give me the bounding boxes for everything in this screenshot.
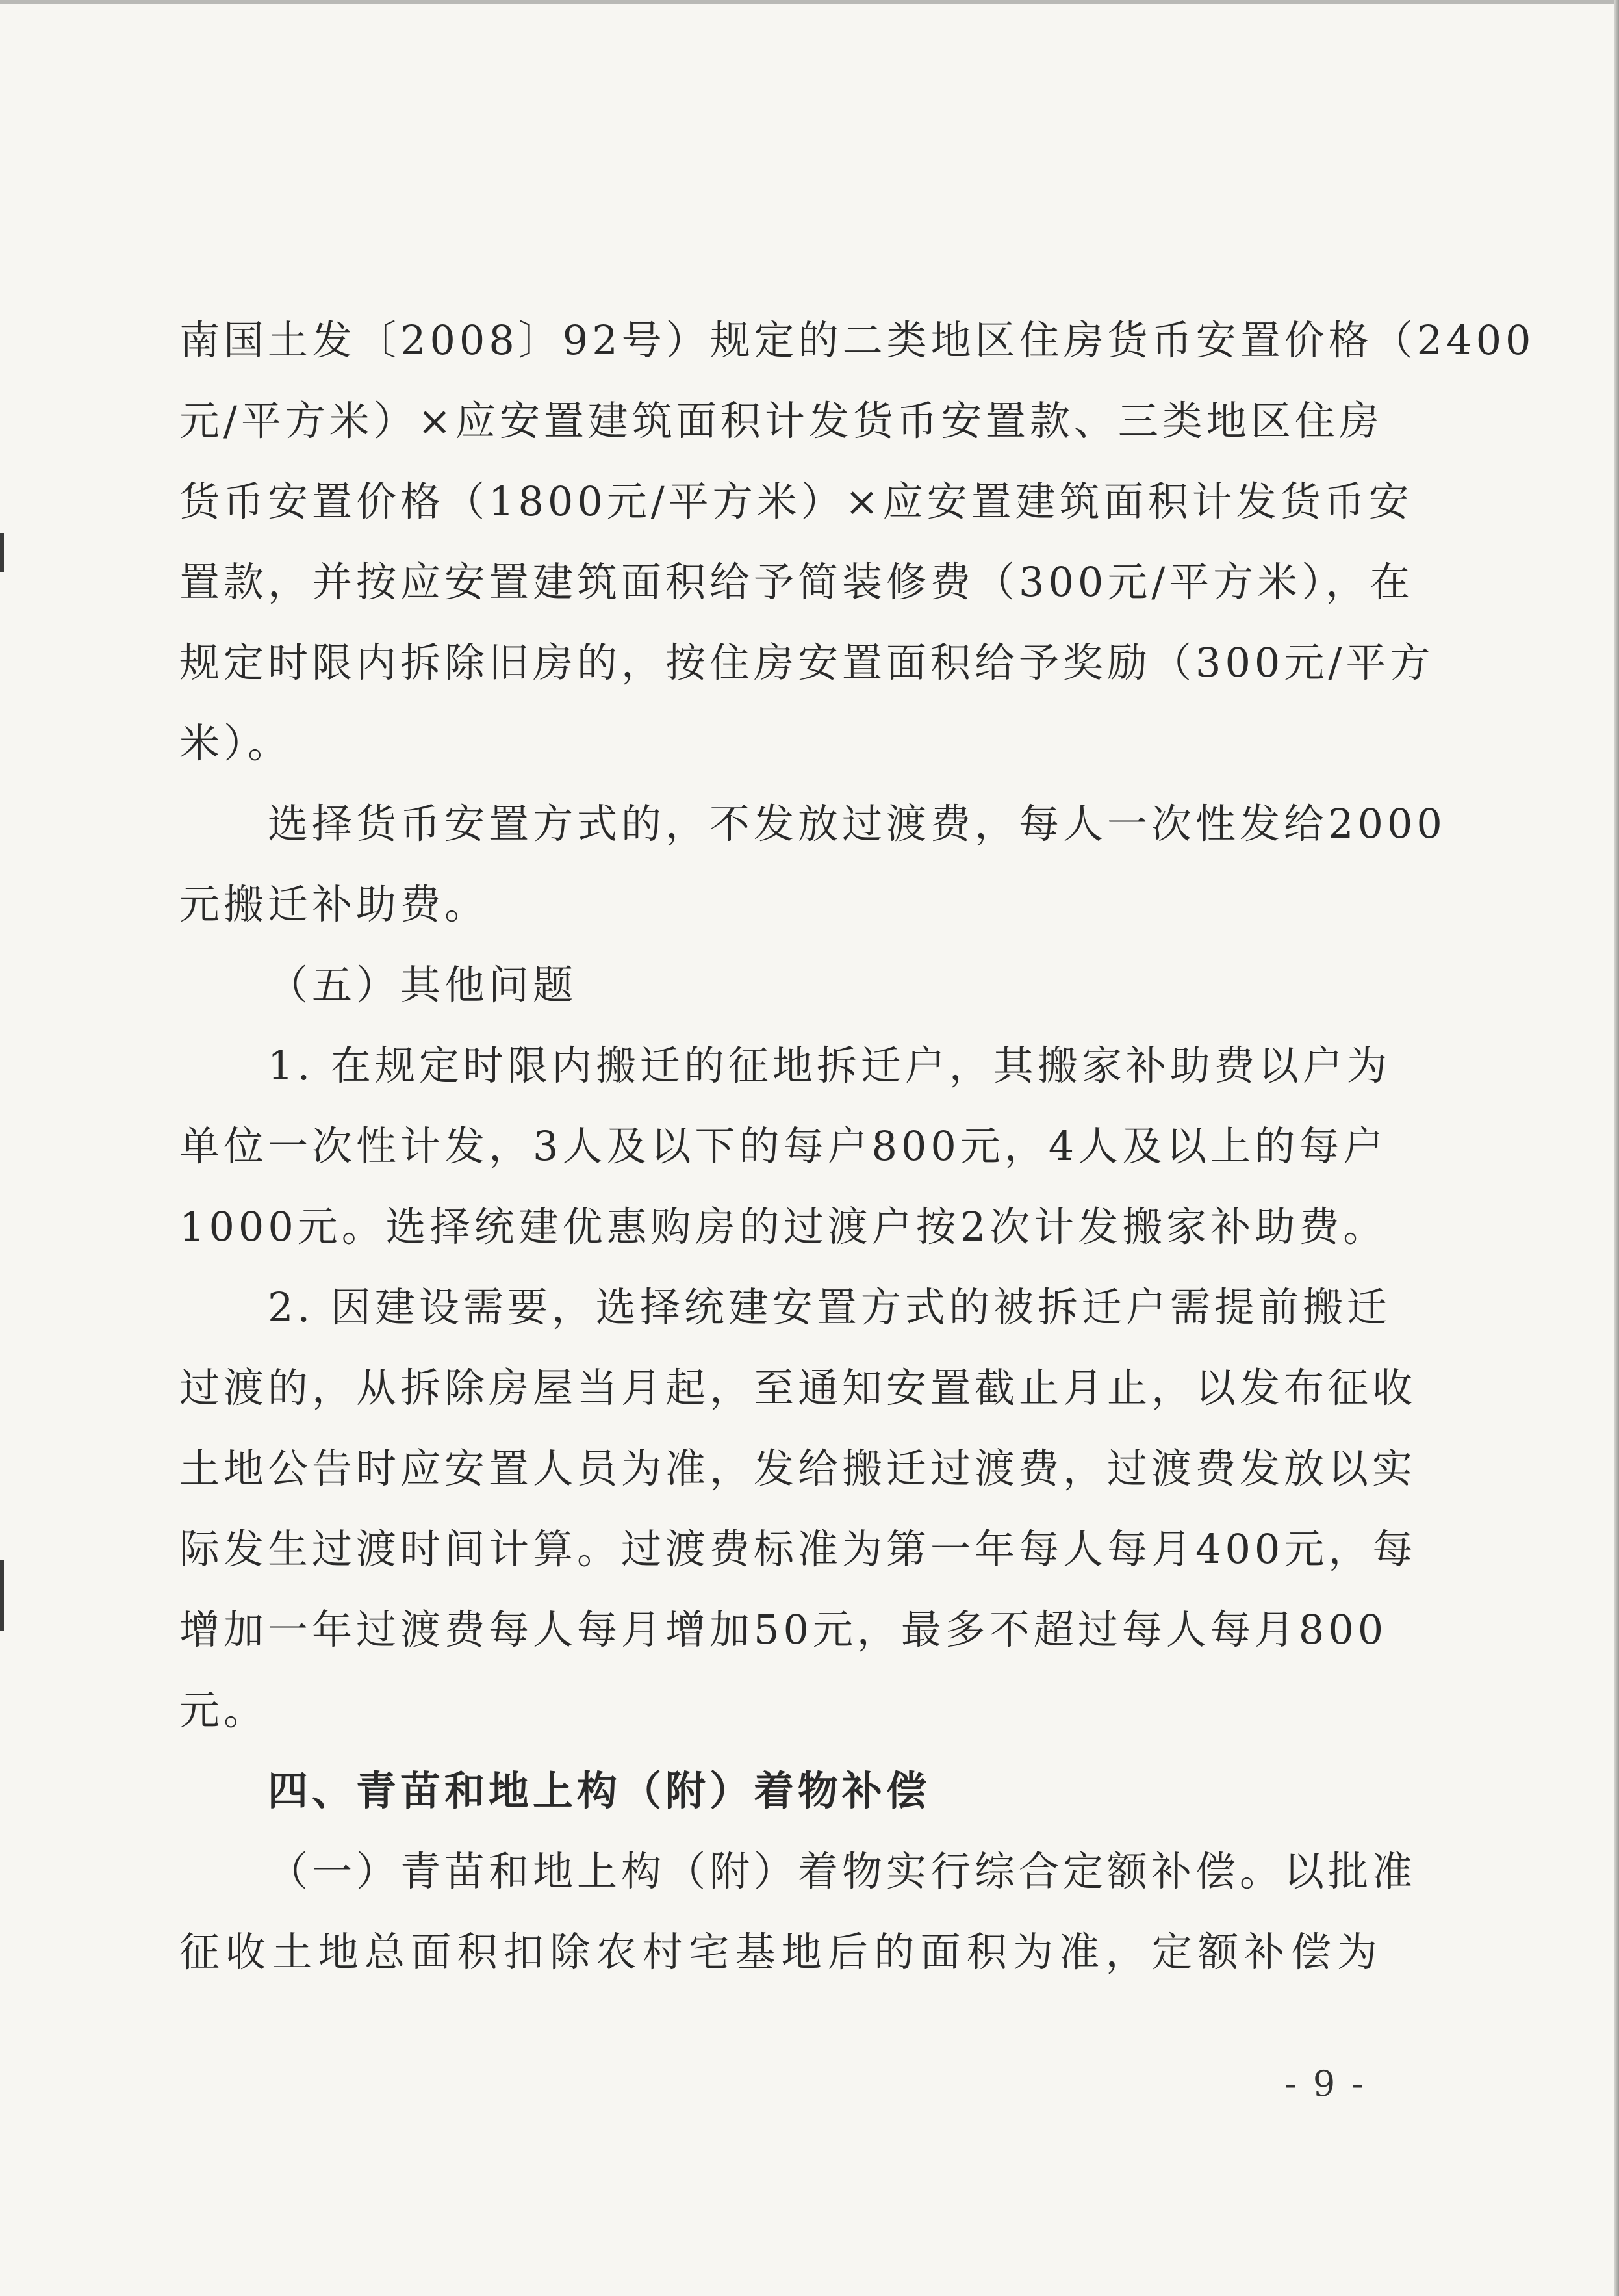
body-line: （一）青苗和地上构（附）着物实行综合定额补偿。以批准 bbox=[268, 1848, 1417, 1895]
body-line: 元/平方米）×应安置建筑面积计发货币安置款、三类地区住房 bbox=[179, 397, 1383, 445]
body-line: 规定时限内拆除旧房的，按住房安置面积给予奖励（300元/平方 bbox=[179, 639, 1434, 686]
body-line: 1000元。选择统建优惠购房的过渡户按2次计发搬家补助费。 bbox=[179, 1203, 1388, 1250]
page-number: - 9 - bbox=[1284, 2063, 1366, 2104]
body-line: 米）。 bbox=[179, 719, 292, 767]
subsection-heading: （五）其他问题 bbox=[268, 961, 578, 1009]
body-line: 土地公告时应安置人员为准，发给搬迁过渡费，过渡费发放以实 bbox=[179, 1445, 1417, 1492]
body-line: 1. 在规定时限内搬迁的征地拆迁户，其搬家补助费以户为 bbox=[268, 1042, 1391, 1089]
body-line: 过渡的，从拆除房屋当月起，至通知安置截止月止，以发布征收 bbox=[179, 1364, 1417, 1412]
binding-mark bbox=[0, 533, 4, 572]
page-top-edge bbox=[0, 0, 1619, 4]
document-body bbox=[179, 300, 1535, 1993]
section-heading: 四、青苗和地上构（附）着物补偿 bbox=[268, 1767, 931, 1814]
body-line: 单位一次性计发，3人及以下的每户800元，4人及以上的每户 bbox=[179, 1122, 1388, 1170]
page-right-edge bbox=[1614, 0, 1619, 2296]
body-line: 征收土地总面积扣除农村宅基地后的面积为准，定额补偿为 bbox=[179, 1928, 1381, 1976]
binding-mark bbox=[0, 1560, 4, 1631]
body-line: 际发生过渡时间计算。过渡费标准为第一年每人每月400元，每 bbox=[179, 1525, 1417, 1573]
body-line: 增加一年过渡费每人每月增加50元，最多不超过每人每月800 bbox=[179, 1606, 1388, 1653]
body-line: 选择货币安置方式的，不发放过渡费，每人一次性发给2000 bbox=[268, 800, 1446, 847]
body-line: 置款，并按应安置建筑面积给予简装修费（300元/平方米），在 bbox=[179, 558, 1414, 606]
body-line: 元搬迁补助费。 bbox=[179, 881, 489, 928]
body-line: 元。 bbox=[179, 1686, 268, 1734]
body-line: 2. 因建设需要，选择统建安置方式的被拆迁户需提前搬迁 bbox=[268, 1283, 1391, 1331]
body-line: 货币安置价格（1800元/平方米）×应安置建筑面积计发货币安 bbox=[179, 478, 1413, 525]
body-line: 南国土发〔2008〕92号）规定的二类地区住房货币安置价格（2400 bbox=[179, 316, 1535, 364]
